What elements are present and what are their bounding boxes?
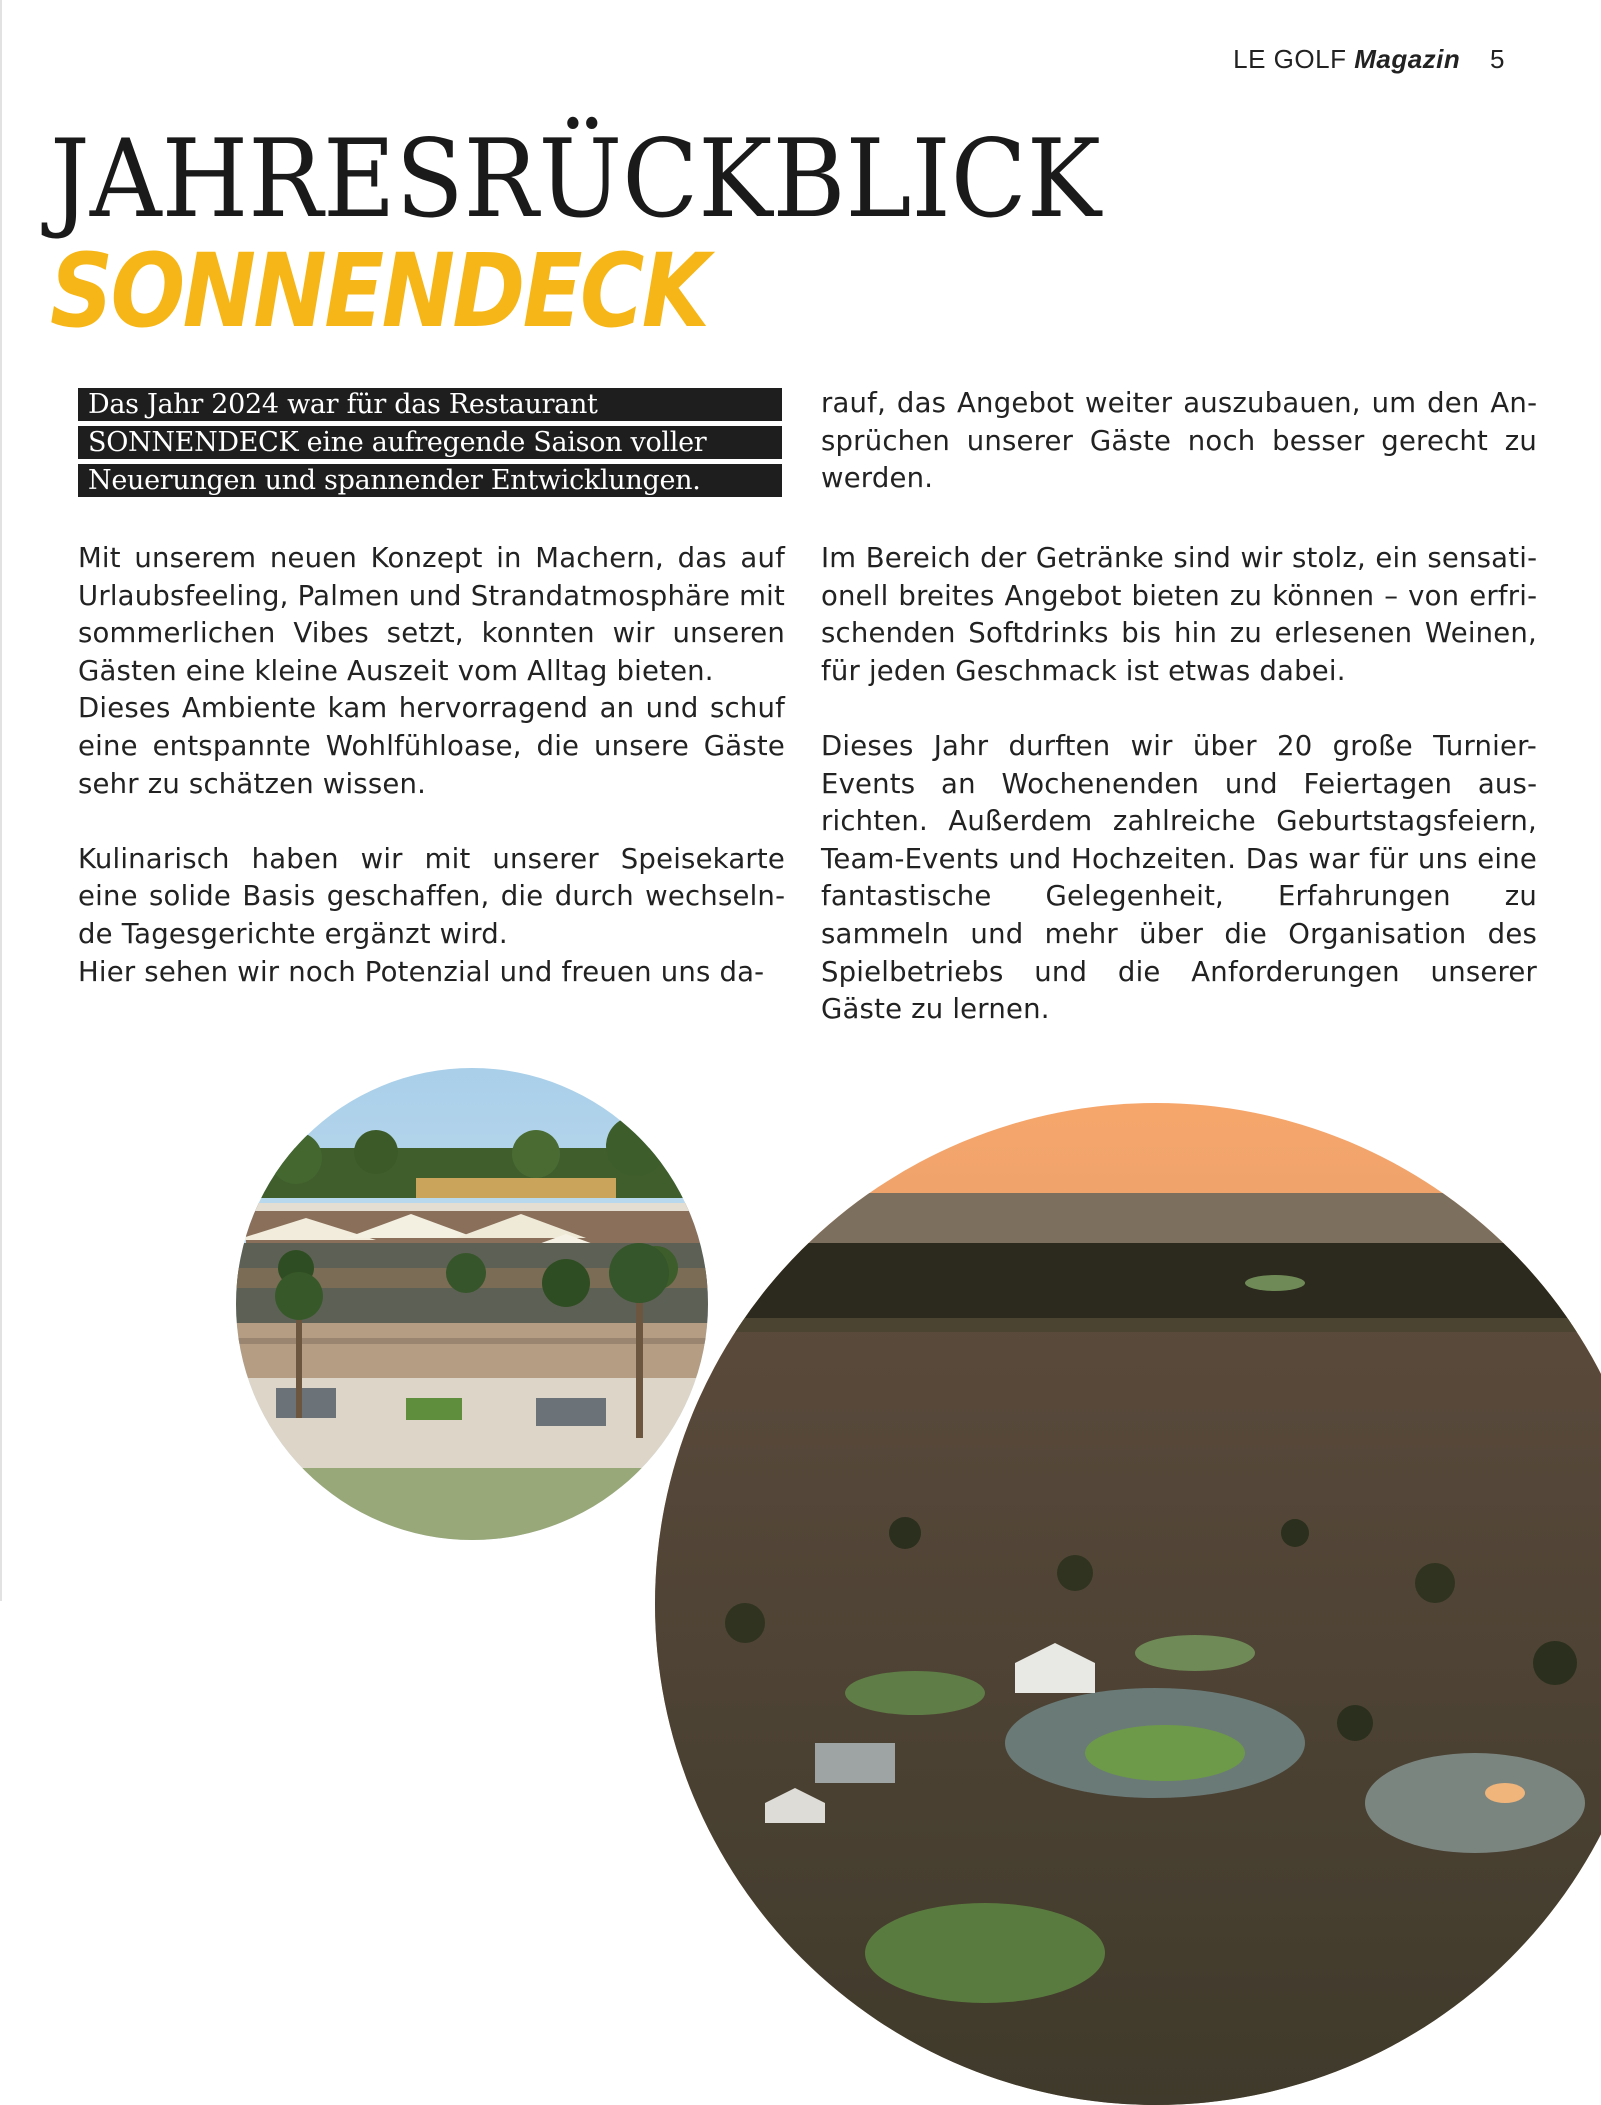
body-paragraph-continued: rauf, das Angebot weiter auszubauen, um den Ansprüchen unserer Gäste noch besser gerecht zu werden. <box>821 387 1537 495</box>
body-paragraph: Kulinarisch haben wir mit unserer Speisekarte eine solide Basis geschaffen, die durch wechselnde Tagesgerichte ergänzt wird. <box>78 842 785 950</box>
body-paragraph-fragment: Hier sehen wir noch Potenzial und freuen uns da- <box>78 955 765 988</box>
lead-line: SONNENDECK eine aufregende Saison voller <box>78 426 782 459</box>
publication-prefix: LE GOLF <box>1233 44 1347 74</box>
body-paragraph: Dieses Jahr durften wir über 20 große Turnier-Events an Wochenenden und Feiertagen ausrichten. Außerdem zahlreiche Geburtstagsfeiern, Team-Events und Hochzeiten. Das war für uns eine fantastische Gelegenheit, Erfahrungen zu sammeln und mehr über die Organisation des Spielbetriebs und die Anforderungen unserer Gäste zu lernen. <box>821 729 1537 1026</box>
right-text-column-top <box>821 385 1537 498</box>
page-number: 5 <box>1490 44 1505 74</box>
lead-paragraph <box>78 388 782 502</box>
article-subtitle: SONNENDECK <box>50 232 708 351</box>
lead-line: Das Jahr 2024 war für das Restaurant <box>78 388 782 421</box>
body-paragraph: Im Bereich der Getränke sind wir stolz, ein sensationell breites Angebot bieten zu können – von erfrischenden Softdrinks bis hin zu erlesenen Weinen, für jeden Geschmack ist etwas dabei. <box>821 542 1537 687</box>
golf-course-aerial-photo <box>655 1103 1601 2105</box>
body-paragraph: Mit unserem neuen Konzept in Machern, das auf Urlaubsfeeling, Palmen und Strandatmosphäre mit sommerlichen Vibes setzt, konnten wir unseren Gästen eine kleine Auszeit vom Alltag bieten. <box>78 542 785 687</box>
page-edge-line <box>0 0 2 1601</box>
terrace-photo <box>236 1068 708 1540</box>
lead-line: Neuerungen und spannender Entwicklungen. <box>78 464 782 497</box>
running-header <box>1233 44 1505 75</box>
body-paragraph: Dieses Ambiente kam hervorragend an und schuf eine entspannte Wohlfühloase, die unsere Gäste sehr zu schätzen wissen. <box>78 692 785 800</box>
left-text-column <box>78 540 785 991</box>
right-text-column <box>821 540 1537 1029</box>
article-title: JAHRESRÜCKBLICK <box>50 117 1101 242</box>
publication-name: Magazin <box>1354 44 1461 74</box>
